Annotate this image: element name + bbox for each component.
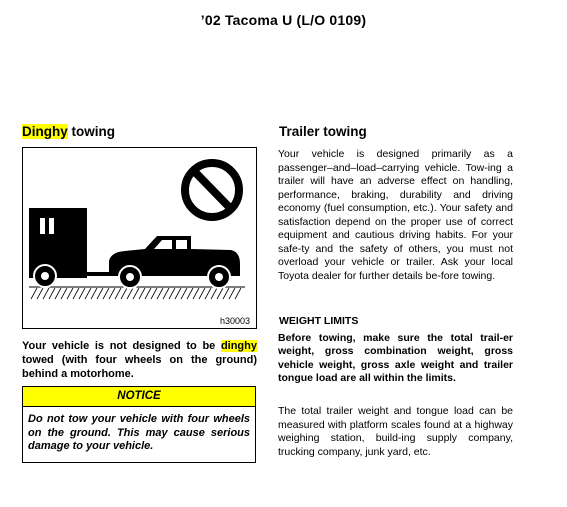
weight-measurement-text: The total trailer weight and tongue load can be measured with platform scales found at a highway weighing station, build-ing supply company, trucking company, junk yard, etc.	[278, 405, 513, 458]
motorhome-shape	[29, 208, 87, 287]
notice-text: Do not tow your vehicle with four wheels on the ground. This may cause serious damage to your vehicle.	[28, 413, 250, 452]
figure-code: h30003	[219, 316, 250, 326]
body-highlight: dinghy	[220, 340, 257, 352]
ground-hatching	[29, 287, 246, 299]
notice-title: NOTICE	[23, 387, 255, 407]
dinghy-towing-illustration	[22, 147, 257, 329]
trailer-towing-heading: Trailer towing	[279, 124, 367, 139]
page-title: ’02 Tacoma U (L/O 0109)	[200, 12, 367, 28]
heading-highlight: Dinghy	[22, 124, 68, 139]
dinghy-warning-text	[22, 339, 257, 381]
heading-rest: towing	[67, 124, 115, 139]
dinghy-towing-heading	[22, 124, 115, 139]
trailer-towing-intro: Your vehicle is designed primarily as a passenger–and–load–carrying vehicle. Tow-ing a trailer will have an adverse effect on handling, performance, braking, durability and driving economy (fuel consumption, etc.). Your safety and satisfaction depend on the proper use of correct equipment and cautious driving habits. For your safe-ty and the safety of others, you must not overload your vehicle or trailer. Ask your local Toyota dealer for further details be-fore towing.	[278, 148, 513, 282]
pickup-truck-shape	[109, 236, 240, 288]
prohibition-icon	[185, 163, 239, 217]
body-pre: Your vehicle is not designed to be	[22, 340, 221, 352]
weight-limits-warning: Before towing, make sure the total trail-er weight, gross combination weight, gross vehicle weight, gross axle weight and trailer tongue load are all within the limits.	[278, 332, 513, 385]
motorhome-towing-truck-drawing	[23, 148, 256, 328]
notice-box	[22, 386, 256, 463]
body-post: towed (with four wheels on the ground) behind a motorhome.	[22, 354, 257, 380]
weight-limits-heading: WEIGHT LIMITS	[279, 315, 359, 327]
